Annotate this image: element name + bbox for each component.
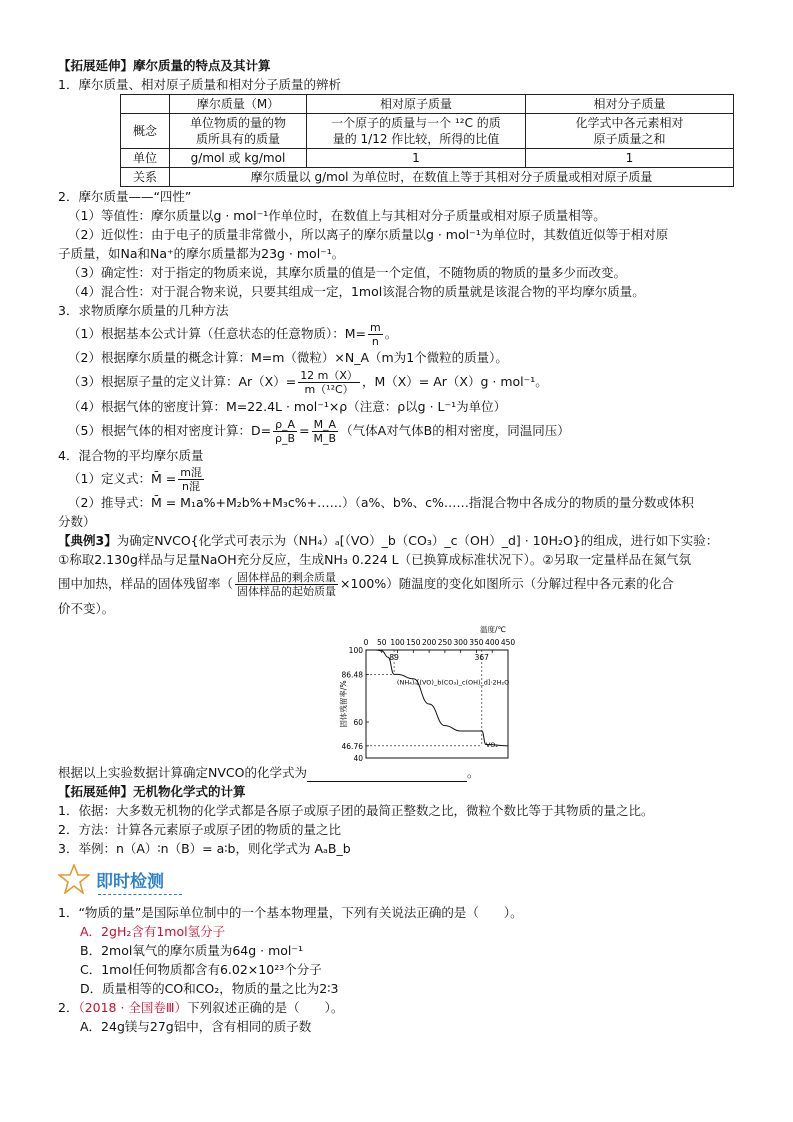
table-cell: 摩尔质量以 g/mol 为单位时，在数值上等于其相对分子质量或相对原子质量 bbox=[170, 168, 734, 187]
paragraph: 子质量，如Na和Na⁺的摩尔质量都为23g · mol⁻¹。 bbox=[58, 246, 345, 261]
formula-line bbox=[58, 416, 748, 446]
x-tick-label: 350 bbox=[469, 638, 484, 647]
cell-line: 化学式中各元素相对 bbox=[575, 116, 684, 130]
table-row-label: 单位 bbox=[121, 149, 170, 168]
annotation-367: 367 bbox=[474, 653, 489, 662]
x-tick-label: 150 bbox=[406, 638, 421, 647]
section-bracket: 【拓展延伸】 bbox=[58, 784, 134, 799]
fraction-numerator: M_A bbox=[313, 418, 337, 431]
section-heading-formula bbox=[58, 782, 748, 801]
fraction bbox=[178, 466, 204, 493]
table-cell: 1 bbox=[307, 149, 526, 168]
star-icon bbox=[58, 864, 90, 894]
section-title: 摩尔质量的特点及其计算 bbox=[133, 58, 271, 73]
fraction-denominator: 固体样品的起始质量 bbox=[237, 585, 337, 598]
table-cell: g/mol 或 kg/mol bbox=[170, 149, 307, 168]
formula-text: ×100%）随温度的变化如图所示（分解过程中各元素的化合 bbox=[340, 576, 674, 591]
option-d[interactable]: D．质量相等的CO和CO₂，物质的量之比为2∶3 bbox=[80, 981, 339, 996]
cell-line: 量的 1/12 作比较，所得的比值 bbox=[332, 132, 500, 146]
section-title: 无机物化学式的计算 bbox=[133, 784, 246, 799]
title-underline bbox=[98, 894, 182, 895]
y-tick-label: 46.76 bbox=[341, 741, 363, 751]
answer-prompt: 根据以上实验数据计算确定NVCO的化学式为 bbox=[58, 765, 307, 780]
fraction-numerator: 12 m（X） bbox=[300, 369, 358, 382]
question-source: （2018 · 全国卷Ⅲ） bbox=[78, 1000, 188, 1015]
y-tick-label: 60 bbox=[353, 718, 363, 727]
formula-line bbox=[58, 465, 748, 493]
x-tick-label: 300 bbox=[453, 638, 468, 647]
annotation-89: 89 bbox=[389, 653, 399, 662]
paragraph: （4）混合性：对于混合物来说，只要其组成一定，1mol该混合物的质量就是该混合物的平均摩尔质量。 bbox=[68, 284, 645, 299]
table-cell bbox=[526, 114, 734, 149]
formula-text: （气体A对气体B的相对密度，同温同压） bbox=[340, 423, 570, 438]
option-a[interactable]: A．2gH₂含有1mol氢分子 bbox=[80, 924, 226, 939]
fraction-numerator: ρ_A bbox=[275, 418, 296, 431]
y-axis-label: 固体残留率/% bbox=[339, 680, 348, 728]
formula-text: 围中加热，样品的固体残留率（ bbox=[58, 576, 234, 591]
question-2 bbox=[58, 998, 748, 1017]
x-tick-label: 250 bbox=[437, 638, 453, 647]
formula-text: （5）根据气体的相对密度计算：D= bbox=[68, 423, 272, 438]
residue-chart bbox=[330, 618, 530, 763]
formula-text: 。 bbox=[384, 326, 398, 341]
option-b[interactable]: B．2mol氧气的摩尔质量为64g · mol⁻¹ bbox=[80, 943, 303, 958]
fraction-denominator: ρ_B bbox=[275, 432, 296, 445]
example-text: 为确定NVCO{化学式可表示为（NH₄）ₐ[（VO）_b（CO₃）_c（OH）_d] · 10H₂O}的组成，进行如下实验： bbox=[116, 533, 719, 548]
x-axis-label: 温度/℃ bbox=[480, 625, 506, 634]
paragraph: （3）确定性：对于指定的物质来说，其摩尔质量的值是一个定值，不随物质的物质的量多少而改变。 bbox=[68, 265, 626, 280]
series-line bbox=[366, 650, 508, 746]
fraction-denominator: n混 bbox=[182, 480, 201, 493]
paragraph: 价不变）。 bbox=[58, 601, 115, 616]
fraction bbox=[273, 418, 297, 445]
paragraph: （2）推导式：M̄ = M₁a%+M₂b%+M₃c%+……）（a%、b%、c%……指混合物中各成分的物质的量分数或体积 bbox=[68, 495, 694, 510]
annotation-formula: (NH₄)ₐ[(VO)_b(CO₃)_c(OH)_d]·2H₂O bbox=[396, 678, 510, 687]
question-text: 下列叙述正确的是（ ）。 bbox=[187, 1000, 344, 1015]
quick-check-title: 即时检测 bbox=[96, 871, 164, 892]
answer-blank[interactable] bbox=[307, 769, 467, 782]
paragraph: 1．摩尔质量、相对原子质量和相对分子质量的辨析 bbox=[58, 77, 341, 92]
section-bracket: 【拓展延伸】 bbox=[58, 58, 134, 73]
table-header: 摩尔质量（M） bbox=[170, 95, 307, 114]
fraction-numerator: m bbox=[369, 321, 381, 334]
x-tick-label: 400 bbox=[485, 638, 500, 647]
paragraph: 4．混合物的平均摩尔质量 bbox=[58, 448, 204, 463]
quick-check-heading bbox=[58, 864, 748, 894]
table-cell bbox=[170, 114, 307, 149]
formula-line bbox=[58, 569, 748, 599]
comparison-table bbox=[120, 94, 734, 187]
x-tick-label: 0 bbox=[363, 638, 369, 647]
table-header: 相对原子质量 bbox=[307, 95, 526, 114]
fraction-numerator: m混 bbox=[180, 466, 202, 479]
section-heading-molar-mass bbox=[58, 56, 748, 75]
formula-text: （1）定义式：M̄ = bbox=[68, 471, 177, 486]
document-page bbox=[58, 56, 748, 1036]
table-cell: 1 bbox=[526, 149, 734, 168]
chart-svg bbox=[330, 618, 530, 763]
x-tick-label: 50 bbox=[377, 638, 387, 647]
paragraph: 3．举例：n（A）∶n（B）= a∶b，则化学式为 AₐB_b bbox=[58, 841, 351, 856]
formula-line bbox=[58, 320, 748, 348]
fraction-denominator: n bbox=[371, 335, 379, 348]
table-cell bbox=[307, 114, 526, 149]
answer-end: 。 bbox=[466, 765, 480, 780]
fraction-denominator: M_B bbox=[313, 432, 337, 445]
y-tick-label: 100 bbox=[348, 646, 363, 655]
formula-text: ，M（X）= Ar（X）g · mol⁻¹。 bbox=[361, 374, 548, 389]
fraction-numerator: 固体样品的剩余质量 bbox=[237, 571, 337, 584]
paragraph: 2．方法：计算各元素原子或原子团的物质的量之比 bbox=[58, 822, 341, 837]
paragraph: 2．摩尔质量——“四性” bbox=[58, 189, 192, 204]
paragraph: （2）近似性：由于电子的质量非常微小，所以离子的摩尔质量以g · mol⁻¹为单位时，其数值近似等于相对原 bbox=[68, 227, 669, 242]
option-c[interactable]: C．1mol任何物质都含有6.02×10²³个分子 bbox=[80, 962, 322, 977]
example-tag: 【典例3】 bbox=[58, 533, 117, 548]
fraction bbox=[368, 321, 383, 348]
paragraph: （2）根据摩尔质量的概念计算：M=m（微粒）×N_A（m为1个微粒的质量）。 bbox=[68, 350, 508, 365]
paragraph: （4）根据气体的密度计算：M=22.4L · mol⁻¹×ρ（注意：ρ以g · L⁻¹为单位） bbox=[68, 399, 507, 414]
table-cell bbox=[121, 95, 170, 114]
cell-line: 质所具有的质量 bbox=[195, 132, 280, 146]
paragraph: ①称取2.130g样品与足量NaOH充分反应，生成NH₃ 0.224 L（已换算成标准状况下）。②另取一定量样品在氮气氛 bbox=[58, 552, 692, 567]
table-row-label: 关系 bbox=[121, 168, 170, 187]
option-a[interactable]: A．24g镁与27g铝中，含有相同的质子数 bbox=[80, 1019, 312, 1034]
fraction-denominator: m（¹²C） bbox=[304, 383, 354, 396]
y-tick-label: 86.48 bbox=[341, 670, 363, 680]
y-tick-label: 40 bbox=[353, 754, 363, 763]
question-number: 2． bbox=[58, 1000, 79, 1015]
x-tick-label: 200 bbox=[421, 638, 437, 647]
question-1: 1．“物质的量”是国际单位制中的一个基本物理量，下列有关说法正确的是（ ）。 bbox=[58, 905, 523, 920]
table-header: 相对分子质量 bbox=[526, 95, 734, 114]
example-line bbox=[58, 531, 748, 550]
formula-text: （3）根据原子量的定义计算：Ar（X）= bbox=[68, 374, 297, 389]
paragraph: （1）等值性：摩尔质量以g · mol⁻¹作单位时，在数值上与其相对分子质量或相对原子质量相等。 bbox=[68, 208, 606, 223]
paragraph: 3．求物质摩尔质量的几种方法 bbox=[58, 303, 229, 318]
annotation-vo2: VO₂ bbox=[485, 740, 498, 749]
x-tick-label: 450 bbox=[500, 638, 516, 647]
formula-text: = bbox=[299, 423, 310, 438]
formula-line bbox=[58, 367, 748, 397]
x-tick-label: 100 bbox=[390, 638, 405, 647]
formula-text: （1）根据基本公式计算（任意状态的任意物质）：M= bbox=[68, 326, 366, 341]
paragraph: 分数） bbox=[58, 514, 96, 529]
cell-line: 一个原子的质量与一个 ¹²C 的质 bbox=[331, 116, 501, 130]
answer-line bbox=[58, 763, 748, 782]
fraction bbox=[312, 418, 339, 445]
paragraph: 1．依据：大多数无机物的化学式都是各原子或原子团的最简正整数之比，微粒个数比等于其物质的量之比。 bbox=[58, 803, 654, 818]
fraction bbox=[298, 369, 360, 396]
cell-line: 单位物质的量的物 bbox=[189, 116, 286, 130]
fraction bbox=[235, 571, 338, 598]
table-row-label: 概念 bbox=[121, 114, 170, 149]
cell-line: 原子质量之和 bbox=[593, 132, 666, 146]
